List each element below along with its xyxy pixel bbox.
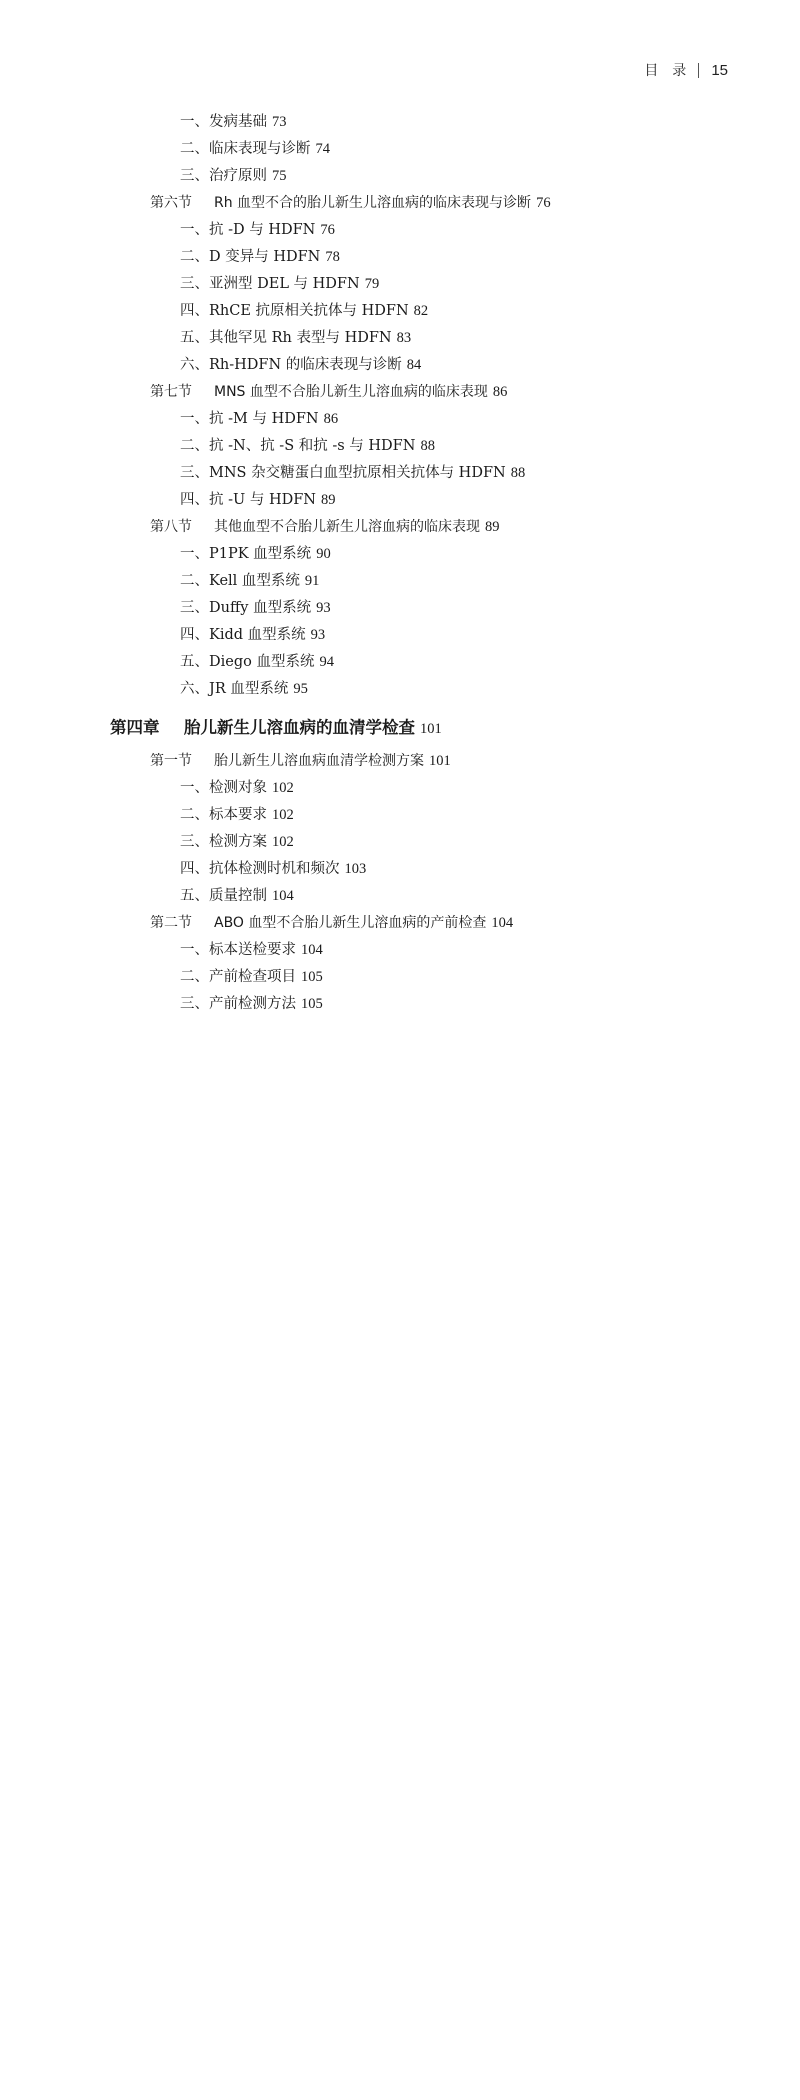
toc-entry-title [180, 166, 267, 186]
toc-entry-title [180, 805, 267, 825]
toc-entry-title [150, 751, 424, 771]
toc-entry-title [180, 625, 306, 645]
toc-page-number: 89 [485, 519, 500, 535]
toc-entry-title [180, 463, 506, 483]
running-header [644, 60, 728, 80]
toc-page-number: 74 [315, 141, 330, 157]
toc-entry-title [180, 994, 296, 1014]
toc-entry-text: 五、质量控制 [180, 888, 267, 904]
toc-entry-title [180, 355, 402, 375]
toc-page-number: 102 [272, 780, 294, 796]
toc-entry-prefix: 第一节 [150, 753, 192, 769]
toc-page-number: 83 [396, 330, 412, 346]
toc-page-number: 84 [406, 357, 422, 373]
toc-entry-text: 四、抗 -U 与 HDFN [180, 492, 316, 508]
toc-entry-text: 五、其他罕见 Rh 表型与 HDFN [180, 330, 392, 346]
toc-entry-text: 胎儿新生儿溶血病血清学检测方案 [214, 753, 424, 769]
toc-entry-text: 二、临床表现与诊断 [180, 141, 311, 157]
toc-entry-text: ABO 血型不合胎儿新生儿溶血病的产前检查 [214, 915, 487, 931]
toc-page-number: 86 [492, 384, 508, 400]
toc-entry-title [150, 913, 486, 933]
toc-page-number: 102 [272, 807, 294, 823]
toc-entry-text: 胎儿新生儿溶血病的血清学检查 [184, 718, 415, 737]
toc-entry-text: 五、Diego 血型系统 [180, 654, 315, 670]
toc-item[interactable] [0, 994, 728, 2100]
toc-page-number: 79 [364, 276, 380, 292]
toc-page-number: 76 [320, 222, 335, 238]
toc-entry-text: 一、检测对象 [180, 780, 267, 796]
toc-entry-title [180, 832, 267, 852]
toc-entry-title [180, 859, 340, 879]
toc-entry-text: 六、JR 血型系统 [180, 681, 289, 697]
toc-entry-title [180, 301, 409, 321]
toc-entry-title [180, 220, 315, 240]
toc-entry-prefix: 第二节 [150, 915, 192, 931]
toc-page-number: 93 [316, 600, 331, 616]
section-label: 目 录 [644, 63, 687, 79]
toc-entry-title [180, 112, 267, 132]
header-divider [698, 63, 699, 78]
toc-entry-title [180, 679, 288, 699]
toc-page-number: 73 [272, 114, 287, 130]
toc-entry-text: 一、标本送检要求 [180, 942, 296, 958]
toc-entry-title [150, 193, 531, 213]
toc-entry-title [180, 490, 316, 510]
toc-entry-title [180, 409, 319, 429]
toc-entry-prefix: 第四章 [110, 718, 160, 737]
toc-entry-title [180, 967, 296, 987]
toc-entry-title [110, 718, 415, 738]
toc-entry-title [150, 517, 480, 537]
toc-page-number: 103 [344, 861, 367, 877]
toc-entry-title [180, 328, 392, 348]
toc-page-number: 104 [272, 888, 294, 904]
toc-page-number: 93 [310, 627, 326, 643]
toc-page-number: 102 [272, 834, 294, 850]
toc-page-number: 104 [491, 915, 514, 931]
toc-entry-title [180, 274, 360, 294]
toc-page-number: 88 [510, 465, 526, 481]
toc-entry-text: 一、抗 -M 与 HDFN [180, 411, 319, 427]
toc-entry-text: 其他血型不合胎儿新生儿溶血病的临床表现 [214, 519, 480, 535]
toc-entry-prefix: 第六节 [150, 195, 192, 211]
toc-entry-text: 四、Kidd 血型系统 [180, 627, 306, 643]
toc-page-number: 76 [536, 195, 551, 211]
toc-entry-text: 二、D 变异与 HDFN [180, 249, 321, 265]
toc-entry-text: 二、Kell 血型系统 [180, 573, 300, 589]
toc-entry-text: 一、P1PK 血型系统 [180, 546, 312, 562]
toc-page-number: 94 [319, 654, 334, 670]
toc-entry-text: 二、标本要求 [180, 807, 267, 823]
toc-page-number: 82 [413, 303, 429, 319]
toc-entry-title [180, 436, 415, 456]
toc-entry-text: 三、亚洲型 DEL 与 HDFN [180, 276, 360, 292]
toc-entry-text: 六、Rh-HDFN 的临床表现与诊断 [180, 357, 402, 373]
toc-entry-title [180, 571, 300, 591]
toc-page-number: 90 [316, 546, 331, 562]
toc-entry-text: 一、发病基础 [180, 114, 267, 130]
toc-page-number: 105 [301, 996, 323, 1012]
toc-entry-text: 一、抗 -D 与 HDFN [180, 222, 316, 238]
toc-entry-text: 三、检测方案 [180, 834, 267, 850]
toc-entry-text: 四、抗体检测时机和频次 [180, 861, 340, 877]
toc-page-number: 88 [420, 438, 435, 454]
toc-entry-text: 三、MNS 杂交糖蛋白血型抗原相关抗体与 HDFN [180, 465, 506, 481]
toc-entry-prefix: 第七节 [150, 384, 192, 400]
toc-entry-title [180, 940, 296, 960]
toc-entry-prefix: 第八节 [150, 519, 192, 535]
toc-entry-title [180, 247, 320, 267]
toc-page-number: 89 [320, 492, 336, 508]
toc-entry-text: 二、抗 -N、抗 -S 和抗 -s 与 HDFN [180, 438, 416, 454]
toc-entry-text: MNS 血型不合胎儿新生儿溶血病的临床表现 [214, 384, 488, 400]
toc-entry-title [150, 382, 488, 402]
toc-page-number: 95 [293, 681, 308, 697]
toc-entry-text: 三、Duffy 血型系统 [180, 600, 312, 616]
toc-page-number: 75 [272, 168, 287, 184]
toc-entry-text: 三、产前检测方法 [180, 996, 296, 1012]
toc-entry-title [180, 598, 311, 618]
toc-entry-title [180, 652, 314, 672]
toc-entry-text: 四、RhCE 抗原相关抗体与 HDFN [180, 303, 409, 319]
toc-entry-title [180, 544, 311, 564]
toc-page-number: 101 [429, 753, 451, 769]
toc-page-number: 105 [301, 969, 323, 985]
toc-page-number: 91 [304, 573, 320, 589]
page-number: 15 [711, 61, 728, 79]
toc-entry-text: 二、产前检查项目 [180, 969, 296, 985]
toc-entry-title [180, 139, 311, 159]
toc-page-number: 78 [325, 249, 340, 265]
toc-page-number: 101 [420, 721, 442, 737]
toc-page-number: 86 [323, 411, 339, 427]
toc-entry-text: 三、治疗原则 [180, 168, 267, 184]
toc-entry-title [180, 778, 267, 798]
toc-page-number: 104 [301, 942, 323, 958]
toc-entry-text: Rh 血型不合的胎儿新生儿溶血病的临床表现与诊断 [214, 195, 532, 211]
toc-entry-title [180, 886, 267, 906]
